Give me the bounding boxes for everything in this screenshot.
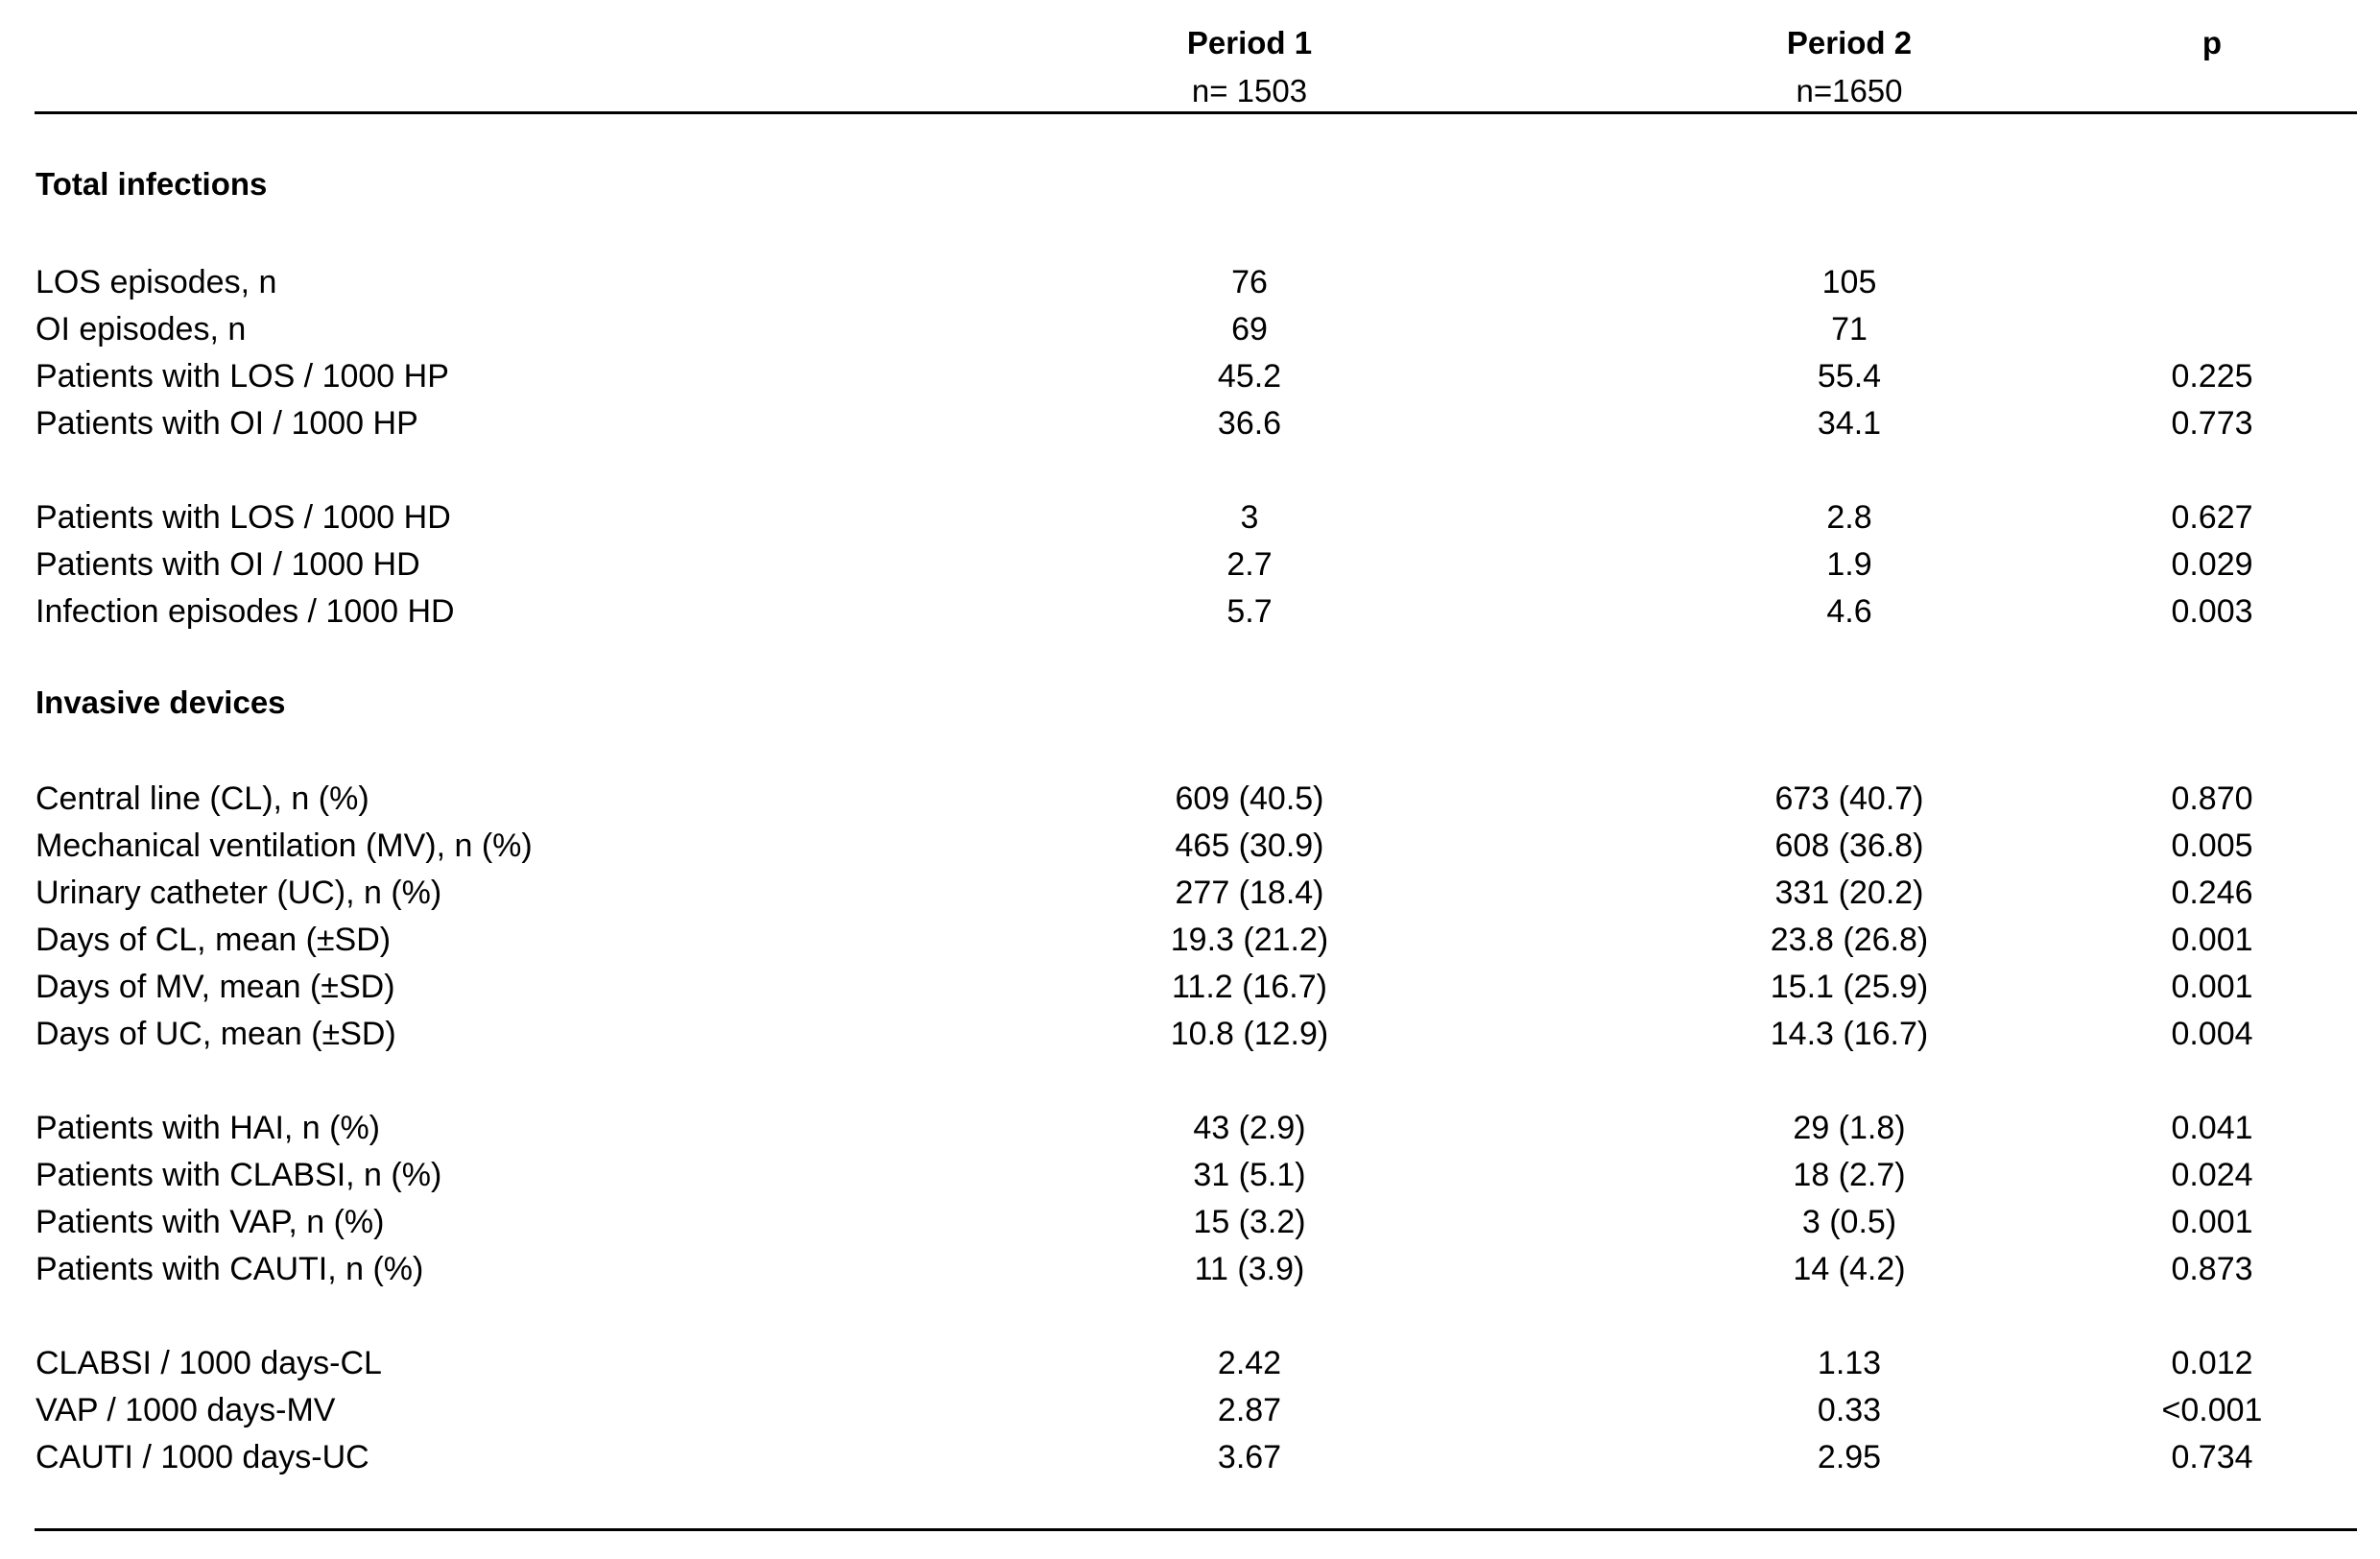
- table-row: [0, 917, 2380, 964]
- row-label: Central line (CL), n (%): [36, 780, 369, 817]
- section-title-invasive-devices: Invasive devices: [36, 684, 286, 720]
- period1-value: 11.2 (16.7): [1172, 969, 1327, 1005]
- period1-value: 2.42: [1217, 1345, 1282, 1381]
- period2-value: 3 (0.5): [1801, 1204, 1897, 1240]
- table-row: [0, 1387, 2380, 1434]
- table-row: [0, 494, 2380, 541]
- period2-value: 15.1 (25.9): [1770, 969, 1929, 1005]
- period1-header: Period 1: [1186, 25, 1313, 60]
- p-value: 0.225: [2171, 358, 2253, 395]
- period2-value: 55.4: [1817, 358, 1882, 395]
- period2-sample-size: n=1650: [1796, 73, 1903, 108]
- period2-value: 1.9: [1826, 546, 1872, 583]
- p-value: 0.005: [2171, 827, 2253, 864]
- row-label: Patients with HAI, n (%): [36, 1110, 381, 1146]
- period1-value: 31 (5.1): [1193, 1157, 1306, 1193]
- section-title-total-infections: Total infections: [36, 166, 268, 202]
- period2-value: 105: [1821, 264, 1877, 300]
- p-value: 0.773: [2171, 405, 2253, 442]
- table-row: [0, 1434, 2380, 1481]
- table-row: [0, 1105, 2380, 1152]
- table-row: [0, 259, 2380, 306]
- period2-value: 608 (36.8): [1774, 827, 1924, 864]
- row-label: VAP / 1000 days-MV: [36, 1392, 336, 1428]
- period2-value: 18 (2.7): [1793, 1157, 1906, 1193]
- period1-sample-size: n= 1503: [1191, 73, 1308, 108]
- period1-value: 19.3 (21.2): [1170, 922, 1329, 958]
- period2-value: 673 (40.7): [1774, 780, 1924, 817]
- period2-value: 2.8: [1826, 499, 1872, 536]
- p-value: 0.041: [2171, 1110, 2253, 1146]
- period2-value: 14 (4.2): [1793, 1251, 1906, 1287]
- p-value: 0.001: [2171, 969, 2253, 1005]
- row-label: Days of UC, mean (±SD): [36, 1016, 396, 1052]
- row-label: Patients with CLABSI, n (%): [36, 1157, 442, 1193]
- period1-value: 2.87: [1217, 1392, 1282, 1428]
- p-value: 0.003: [2171, 593, 2253, 630]
- period2-value: 14.3 (16.7): [1770, 1016, 1929, 1052]
- p-value: 0.001: [2171, 1204, 2253, 1240]
- p-value: 0.029: [2171, 546, 2253, 583]
- table-row: [0, 870, 2380, 917]
- period2-value: 29 (1.8): [1793, 1110, 1906, 1146]
- row-label: Days of CL, mean (±SD): [36, 922, 392, 958]
- period1-value: 43 (2.9): [1193, 1110, 1306, 1146]
- p-value: 0.246: [2171, 875, 2253, 911]
- table-row: [0, 1199, 2380, 1246]
- table-row: [0, 1246, 2380, 1293]
- row-label: Patients with CAUTI, n (%): [36, 1251, 424, 1287]
- p-value: 0.734: [2171, 1439, 2253, 1475]
- period1-value: 2.7: [1226, 546, 1273, 583]
- period2-value: 331 (20.2): [1774, 875, 1924, 911]
- period1-value: 10.8 (12.9): [1170, 1016, 1329, 1052]
- row-label: Days of MV, mean (±SD): [36, 969, 395, 1005]
- p-value: 0.004: [2171, 1016, 2253, 1052]
- table-row: [0, 1340, 2380, 1387]
- period2-value: 34.1: [1817, 405, 1882, 442]
- row-label: LOS episodes, n: [36, 264, 277, 300]
- period1-value: 15 (3.2): [1193, 1204, 1306, 1240]
- row-label: Patients with VAP, n (%): [36, 1204, 385, 1240]
- period1-value: 36.6: [1217, 405, 1282, 442]
- p-value: 0.627: [2171, 499, 2253, 536]
- period1-value: 3.67: [1217, 1439, 1282, 1475]
- table-row: [0, 541, 2380, 588]
- row-label: Infection episodes / 1000 HD: [36, 593, 455, 630]
- period1-value: 5.7: [1226, 593, 1273, 630]
- table-row: [0, 964, 2380, 1011]
- row-label: OI episodes, n: [36, 311, 247, 348]
- period1-value: 45.2: [1217, 358, 1282, 395]
- period2-value: 4.6: [1826, 593, 1872, 630]
- table-row: [0, 588, 2380, 636]
- table-row: [0, 1152, 2380, 1199]
- table-row: [0, 823, 2380, 870]
- p-value: 0.024: [2171, 1157, 2253, 1193]
- table-row: [0, 306, 2380, 353]
- table-row: [0, 400, 2380, 447]
- period1-value: 277 (18.4): [1175, 875, 1324, 911]
- period2-value: 1.13: [1817, 1345, 1882, 1381]
- period2-header: Period 2: [1786, 25, 1913, 60]
- period1-value: 609 (40.5): [1175, 780, 1324, 817]
- row-label: Mechanical ventilation (MV), n (%): [36, 827, 533, 864]
- period1-value: 69: [1231, 311, 1268, 348]
- period2-value: 2.95: [1817, 1439, 1882, 1475]
- period1-value: 76: [1231, 264, 1268, 300]
- table-bottom-rule: [35, 1528, 2357, 1531]
- p-value: 0.001: [2171, 922, 2253, 958]
- p-value: 0.870: [2171, 780, 2253, 817]
- row-label: Patients with OI / 1000 HP: [36, 405, 418, 442]
- table-row: [0, 776, 2380, 823]
- period1-value: 3: [1240, 499, 1259, 536]
- row-label: Patients with OI / 1000 HD: [36, 546, 420, 583]
- period1-value: 11 (3.9): [1194, 1251, 1305, 1287]
- period2-value: 23.8 (26.8): [1770, 922, 1929, 958]
- p-value-header: p: [2202, 25, 2223, 60]
- row-label: CAUTI / 1000 days-UC: [36, 1439, 369, 1475]
- period2-value: 0.33: [1817, 1392, 1882, 1428]
- p-value: <0.001: [2161, 1392, 2263, 1428]
- period2-value: 71: [1831, 311, 1868, 348]
- table-row: [0, 1011, 2380, 1058]
- p-value: 0.873: [2171, 1251, 2253, 1287]
- period1-value: 465 (30.9): [1175, 827, 1324, 864]
- row-label: Urinary catheter (UC), n (%): [36, 875, 442, 911]
- row-label: Patients with LOS / 1000 HP: [36, 358, 449, 395]
- row-label: Patients with LOS / 1000 HD: [36, 499, 451, 536]
- row-label: CLABSI / 1000 days-CL: [36, 1345, 382, 1381]
- table-top-rule: [35, 111, 2357, 114]
- table-row: [0, 353, 2380, 400]
- p-value: 0.012: [2171, 1345, 2253, 1381]
